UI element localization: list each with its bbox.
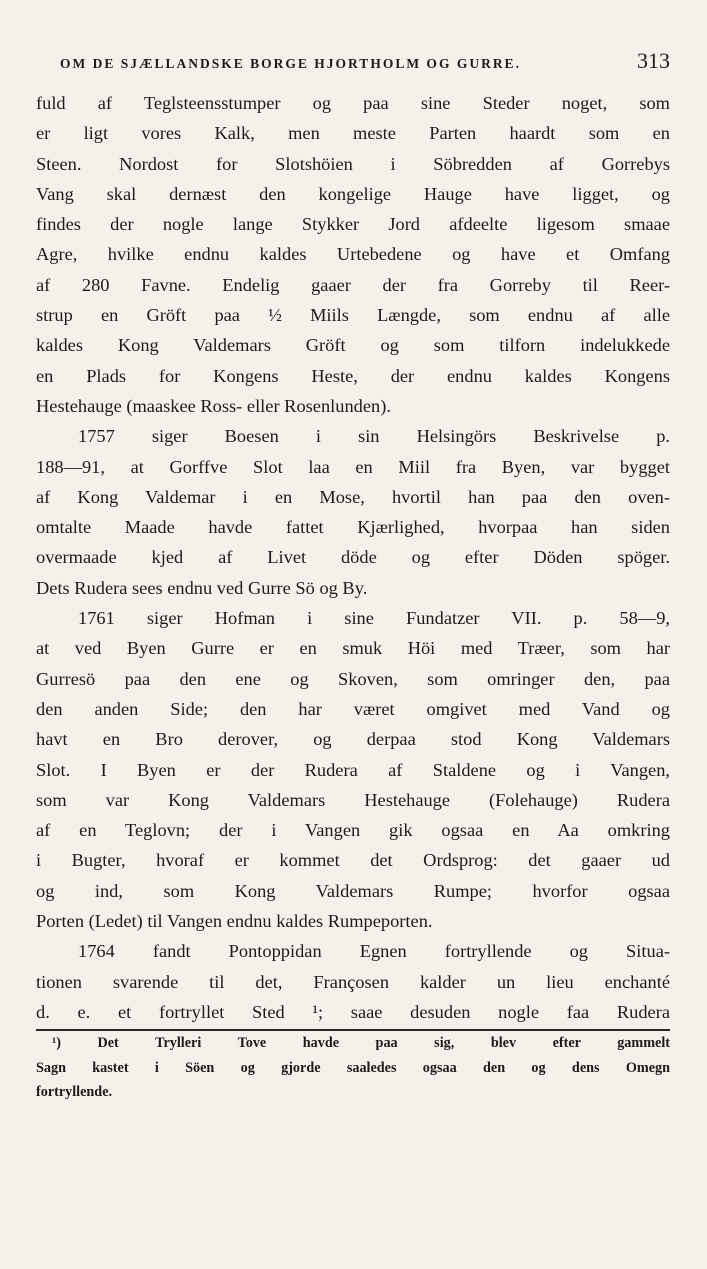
running-head bbox=[36, 48, 670, 88]
text-line: i Bugter, hvoraf er kommet det Ordsprog: det gaaer ud bbox=[36, 850, 670, 871]
text-line: tionen svarende til det, Françosen kalder un lieu enchanté bbox=[36, 971, 670, 992]
text-line: af Kong Valdemar i en Mose, hvortil han paa den oven- bbox=[36, 486, 670, 507]
text-line: 1764 fandt Pontoppidan Egnen fortryllende og Situa- bbox=[78, 941, 670, 962]
text-line: som var Kong Valdemars Hestehauge (Folehauge) Rudera bbox=[36, 789, 670, 810]
text-line: 188—91, at Gorffve Slot laa en Miil fra Byen, var bygget bbox=[36, 456, 670, 477]
text-line: d. e. et fortryllet Sted ¹; saae desuden nogle faa Rudera bbox=[36, 1001, 670, 1022]
text-line: af en Teglovn; der i Vangen gik ogsaa en Aa omkring bbox=[36, 820, 670, 841]
text-line: Dets Rudera sees endnu ved Gurre Sö og By. bbox=[36, 577, 368, 598]
running-title: OM DE SJÆLLANDSKE BORGE HJORTHOLM OG GURRE. bbox=[60, 56, 521, 71]
footnote-line: Sagn kastet i Söen og gjorde saaledes ogsaa den og dens Omegn bbox=[36, 1059, 670, 1076]
book-page bbox=[36, 48, 670, 1105]
text-line: findes der nogle lange Stykker Jord afdeelte ligesom smaae bbox=[36, 214, 670, 235]
text-line: Hestehauge (maaskee Ross- eller Rosenlunden). bbox=[36, 395, 391, 416]
text-line: omtalte Maade havde fattet Kjærlighed, hvorpaa han siden bbox=[36, 517, 670, 538]
text-line: Agre, hvilke endnu kaldes Urtebedene og have et Omfang bbox=[36, 244, 670, 265]
footnotes bbox=[36, 1031, 670, 1105]
page-number: 313 bbox=[637, 48, 670, 73]
text-line: Gurresö paa den ene og Skoven, som omringer den, paa bbox=[36, 668, 670, 689]
text-line: kaldes Kong Valdemars Gröft og som tilforn indelukkede bbox=[36, 335, 670, 356]
text-line: er ligt vores Kalk, men meste Parten haardt som en bbox=[36, 123, 670, 144]
text-line: af 280 Favne. Endelig gaaer der fra Gorreby til Reer- bbox=[36, 274, 670, 295]
text-line: Vang skal dernæst den kongelige Hauge have ligget, og bbox=[36, 183, 670, 204]
text-line: 1757 siger Boesen i sin Helsingörs Beskrivelse p. bbox=[78, 426, 670, 447]
text-line: en Plads for Kongens Heste, der endnu kaldes Kongens bbox=[36, 365, 670, 386]
text-line: 1761 siger Hofman i sine Fundatzer VII. p. 58—9, bbox=[78, 608, 670, 629]
text-line: fuld af Teglsteensstumper og paa sine Steder noget, som bbox=[36, 93, 670, 113]
text-line: og ind, som Kong Valdemars Rumpe; hvorfor ogsaa bbox=[36, 880, 670, 901]
text-line: Porten (Ledet) til Vangen endnu kaldes Rumpeporten. bbox=[36, 911, 433, 932]
text-line: Slot. I Byen er der Rudera af Staldene og i Vangen, bbox=[36, 759, 670, 780]
footnote-line: fortryllende. bbox=[36, 1084, 113, 1101]
text-line: at ved Byen Gurre er en smuk Höi med Træer, som har bbox=[36, 638, 670, 659]
text-line: Steen. Nordost for Slotshöien i Söbredden af Gorrebys bbox=[36, 153, 670, 174]
text-line: den anden Side; den har været omgivet med Vand og bbox=[36, 698, 670, 719]
text-line: overmaade kjed af Livet döde og efter Döden spöger. bbox=[36, 547, 670, 568]
footnote-line: ¹) Det Trylleri Tove havde paa sig, blev efter gammelt bbox=[52, 1035, 670, 1052]
text-line: strup en Gröft paa ½ Miils Længde, som endnu af alle bbox=[36, 305, 670, 326]
text-line: havt en Bro derover, og derpaa stod Kong Valdemars bbox=[36, 729, 670, 750]
body-text bbox=[36, 88, 670, 1027]
